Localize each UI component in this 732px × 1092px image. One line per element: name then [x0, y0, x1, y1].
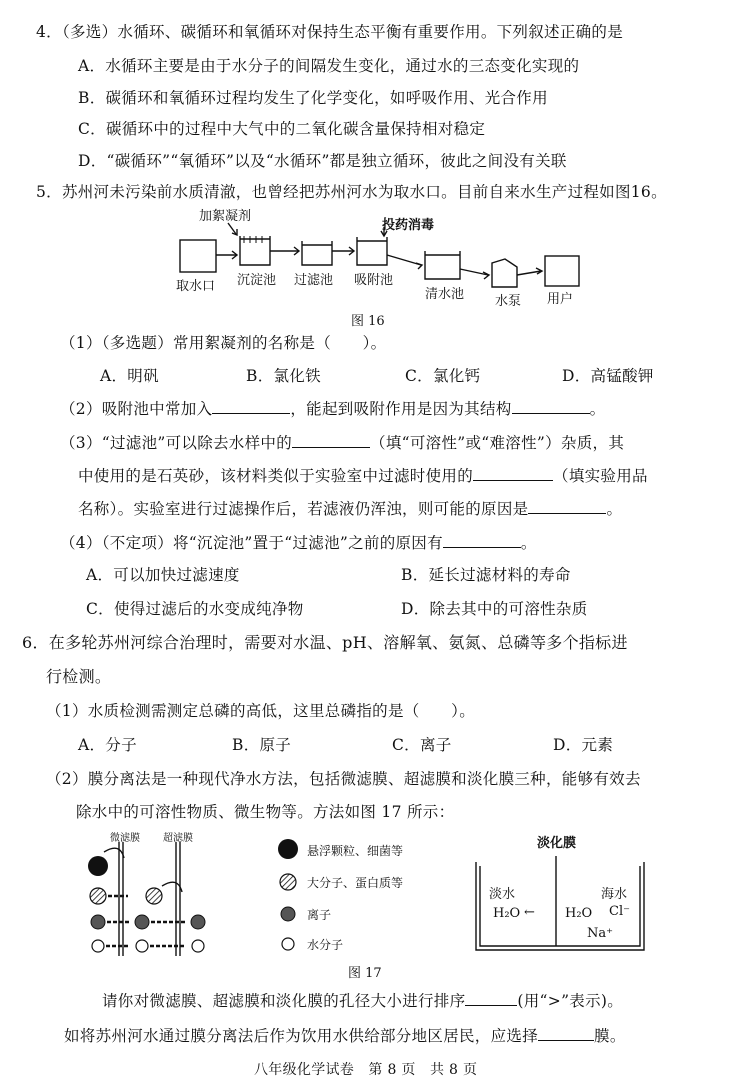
q6-p1-text: （1）水质检测需测定总磷的高低，这里总磷指的是（ ）。 — [46, 702, 476, 720]
label-sedimentation: 沉淀池 — [237, 273, 277, 288]
pump-box — [492, 259, 517, 287]
page-footer: 八年级化学试卷 第 8 页 共 8 页 — [254, 1062, 478, 1078]
q6-p3-blank-1[interactable] — [465, 990, 517, 1006]
q5-p3-blank-2[interactable] — [473, 465, 553, 481]
q5-p1-option-a: A．明矾 — [100, 367, 159, 385]
q5-p4-option-a: A．可以加快过滤速度 — [86, 566, 240, 584]
figure-16-caption: 图 16 — [351, 314, 385, 329]
q6-p1-option-a: A．分子 — [78, 736, 137, 754]
legend-macromolecule: 大分子、蛋白质等 — [307, 876, 404, 890]
label-microfiltration: 微滤膜 — [110, 833, 140, 844]
q6-stem-line-2: 行检测。 — [46, 667, 112, 686]
legend-water-molecule-icon — [282, 938, 294, 950]
q5-stem: 5．苏州河未污染前水质清澈，也曾经把苏州河水为取水口。目前自来水生产过程如图16。 — [36, 183, 667, 201]
label-clear-water: 清水池 — [425, 287, 465, 302]
q6-p3-text-c: 如将苏州河水通过膜分离法后作为饮用水供给部分地区居民，应选择 — [64, 1027, 539, 1045]
q6-p1-option-d: D．元素 — [553, 736, 614, 754]
label-add-disinfectant: 投药消毒 — [382, 218, 435, 233]
legend-suspended-icon — [278, 839, 298, 859]
q5-p3-text-b: （填“可溶性”或“难溶性”）杂质，其 — [370, 434, 625, 452]
figure-17-membrane-diagram — [80, 828, 220, 958]
q5-p3-text-e: 名称）。实验室进行过滤操作后，若滤液仍浑浊，则可能的原因是 — [78, 500, 529, 518]
user-box — [545, 256, 579, 286]
figure-17-legend-symbols — [276, 836, 300, 956]
label-add-flocculant: 加絮凝剂 — [199, 209, 252, 224]
q4-option-c: C．碳循环中的过程中大气中的二氧化碳含量保持相对稳定 — [78, 120, 486, 138]
label-filter: 过滤池 — [294, 273, 334, 288]
label-desalination: 淡化膜 — [537, 836, 577, 851]
q5-p2-blank-1[interactable] — [212, 398, 290, 414]
q4-option-b: B．碳循环和氧循环过程均发生了化学变化，如呼吸作用、光合作用 — [78, 89, 548, 107]
q5-p2-text-b: ，能起到吸附作用是因为其结构 — [290, 400, 512, 418]
q5-p4-option-c: C．使得过滤后的水变成纯净物 — [86, 600, 304, 618]
arrow-left-icon: ← — [524, 905, 535, 920]
q6-stem-line-1: 6．在多轮苏州河综合治理时，需要对水温、pH、溶解氧、氨氮、总磷等多个指标进 — [22, 633, 628, 652]
label-sodium: Na⁺ — [587, 926, 613, 941]
q5-p2-blank-2[interactable] — [512, 398, 590, 414]
q5-p3-blank-1[interactable] — [292, 432, 370, 448]
q6-p3-blank-2[interactable] — [538, 1025, 594, 1041]
legend-water-molecule: 水分子 — [307, 938, 344, 952]
q6-p3-text-b: (用“>”表示)。 — [517, 992, 624, 1010]
figure-17-caption: 图 17 — [348, 966, 382, 981]
legend-macromolecule-icon — [280, 874, 296, 890]
suspended-particle-dot — [88, 856, 108, 876]
label-adsorption: 吸附池 — [354, 273, 394, 288]
q5-p4-blank[interactable] — [443, 532, 521, 548]
q6-p2-line-1: （2）膜分离法是一种现代净水方法，包括微滤膜、超滤膜和淡化膜三种，能够有效去 — [46, 770, 641, 788]
q5-p1-option-c: C．氯化钙 — [405, 367, 481, 385]
q6-p2-line-2: 除水中的可溶性物质、微生物等。方法如图 17 所示： — [76, 803, 455, 821]
label-fresh-water: 淡水 — [489, 887, 516, 902]
legend-ion: 离子 — [307, 908, 332, 922]
legend-suspended: 悬浮颗粒、细菌等 — [307, 844, 404, 858]
label-intake: 取水口 — [176, 279, 216, 294]
q5-p4-text-b: 。 — [520, 534, 537, 552]
q5-p3-text-f: 。 — [606, 500, 623, 518]
q5-p3-text-d: （填实验用品 — [553, 467, 648, 485]
q4-option-d: D．“碳循环”“氧循环”以及“水循环”都是独立循环，彼此之间没有关联 — [78, 152, 567, 170]
label-pump: 水泵 — [495, 294, 522, 309]
q5-p2-text-c: 。 — [589, 400, 606, 418]
q5-p2-text-a: （2）吸附池中常加入 — [60, 400, 213, 418]
label-h2o-right: H₂O — [565, 906, 593, 921]
intake-box — [180, 240, 216, 272]
q6-p1-option-b: B．原子 — [232, 736, 292, 754]
q5-p1-option-b: B．氯化铁 — [246, 367, 321, 385]
q5-p3-blank-3[interactable] — [528, 498, 606, 514]
label-user: 用户 — [547, 292, 574, 307]
q5-p4-text-a: （4）（不定项）将“沉淀池”置于“过滤池”之前的原因有 — [60, 534, 443, 552]
q5-p4-option-d: D．除去其中的可溶性杂质 — [401, 600, 588, 618]
label-sea-water: 海水 — [601, 887, 628, 902]
q5-p3-text-a: （3）“过滤池”可以除去水样中的 — [60, 434, 293, 452]
q5-p3-text-c: 中使用的是石英砂，该材料类似于实验室中过滤时使用的 — [78, 467, 474, 485]
q6-p3-text-a: 请你对微滤膜、超滤膜和淡化膜的孔径大小进行排序 — [102, 992, 466, 1010]
q4-stem: 4．（多选）水循环、碳循环和氧循环对保持生态平衡有重要作用。下列叙述正确的是 — [36, 23, 624, 41]
q6-p3-text-d: 膜。 — [594, 1027, 626, 1045]
label-h2o-left: H₂O — [493, 906, 521, 921]
q4-option-a: A．水循环主要是由于水分子的间隔发生变化，通过水的三态变化实现的 — [78, 57, 580, 75]
q6-p1-option-c: C．离子 — [392, 736, 452, 754]
label-chloride: Cl⁻ — [609, 904, 630, 919]
q5-p4-option-b: B．延长过滤材料的寿命 — [401, 566, 571, 584]
q5-p1-text: （1）（多选题）常用絮凝剂的名称是（ ）。 — [60, 334, 387, 352]
q5-p1-option-d: D．高锰酸钾 — [562, 367, 654, 385]
legend-ion-icon — [281, 907, 295, 921]
label-ultrafiltration: 超滤膜 — [163, 833, 193, 844]
